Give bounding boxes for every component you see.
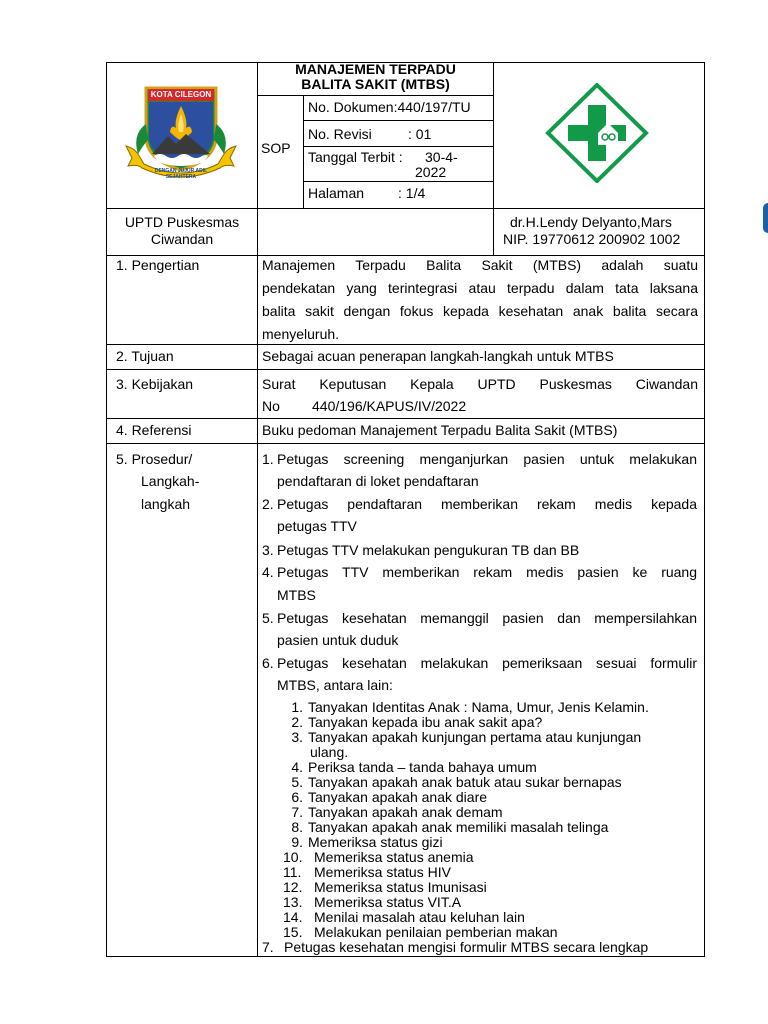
revision-value: : 01 (408, 126, 432, 142)
puskesmas-logo (544, 83, 650, 183)
sub-step-item: 13. Memeriksa status VIT.A (283, 894, 462, 910)
step-text: Petugas TTV memberikan rekam medis pasien ke ruang (277, 564, 697, 580)
step-number: 3. (262, 542, 274, 558)
sub-step-item: 3. Tanyakan apakah kunjungan pertama atau kunjungan (291, 729, 642, 745)
org-name-line2: Ciwandan (150, 231, 214, 247)
step-text-cont: MTBS (277, 587, 316, 603)
step-text-cont: pasien untuk duduk (277, 632, 399, 648)
pengertian-line: pendekatan yang terintegrasi atau terpadu dalam tata laksana (262, 280, 698, 296)
section-label-pengertian: 1. Pengertian (116, 257, 200, 273)
sub-step-item: 5. Tanyakan apakah anak batuk atau sukar bernapas (291, 774, 622, 790)
step-number: 4. (262, 564, 274, 580)
revision-label: No. Revisi (308, 126, 372, 142)
logo-banner-text: KOTA CILEGON (150, 90, 212, 99)
kota-cilegon-logo (124, 84, 238, 184)
section-label-prosedur: 5. Prosedur/ (116, 451, 193, 467)
pengertian-line: menyeluruh. (262, 326, 340, 342)
step-number: 7. (262, 939, 274, 955)
sub-step-item: 9. Memeriksa status gizi (291, 834, 443, 850)
section-label-prosedur-3: langkah (141, 496, 191, 512)
sub-step-item: 4. Periksa tanda – tanda bahaya umum (291, 759, 537, 775)
sop-label: SOP (261, 140, 291, 156)
kebijakan-no: No (262, 398, 280, 414)
step-text: Petugas kesehatan melakukan pemeriksaan sesuai formulir (277, 655, 697, 671)
step-text: Petugas screening menganjurkan pasien untuk melakukan (277, 451, 697, 467)
logo-motto-text: DENGAN JUJUR ADIL SEJAHTERA (154, 168, 208, 180)
sub-step-item: 8. Tanyakan apakah anak memiliki masalah telinga (291, 819, 609, 835)
issued-value-1: 30-4- (425, 149, 458, 165)
sub-step-item: 14. Menilai masalah atau keluhan lain (283, 909, 525, 925)
pengertian-line: Manajemen Terpadu Balita Sakit (MTBS) adalah suatu (262, 257, 698, 273)
puskesmas-cross-icon (544, 83, 650, 183)
kebijakan-line1: Surat Keputusan Kepala UPTD Puskesmas Ciwandan (262, 376, 698, 392)
tujuan-text: Sebagai acuan penerapan langkah-langkah untuk MTBS (262, 348, 614, 364)
step-number: 6. (262, 655, 274, 671)
sub-step-item: 1. Tanyakan Identitas Anak : Nama, Umur, Jenis Kelamin. (291, 699, 649, 715)
step-text: Petugas pendaftaran memberikan rekam medis kepada (277, 496, 697, 512)
section-label-tujuan: 2. Tujuan (116, 348, 174, 364)
page-value: : 1/4 (398, 185, 426, 201)
section-label-prosedur-2: Langkah- (141, 473, 200, 489)
sub-step-list (277, 700, 699, 940)
step-text: Petugas kesehatan mengisi formulir MTBS secara lengkap (284, 939, 649, 955)
document-title-line1: MANAJEMEN TERPADU (295, 61, 456, 77)
issued-label: Tanggal Terbit : (308, 149, 403, 165)
section-label-referensi: 4. Referensi (116, 422, 192, 438)
sub-step-item: 6. Tanyakan apakah anak diare (291, 789, 488, 805)
step-text-cont: pendaftaran di loket pendaftaran (277, 473, 479, 489)
referensi-text: Buku pedoman Manajement Terpadu Balita Sakit (MTBS) (262, 422, 618, 438)
step-number: 2. (262, 496, 274, 512)
section-label-kebijakan: 3. Kebijakan (116, 376, 194, 392)
pengertian-line: balita sakit dengan fokus kepada kesehatan anak balita secara (262, 303, 698, 319)
page-edge-marker (763, 203, 768, 233)
sub-step-item: 7. Tanyakan apakah anak demam (291, 804, 503, 820)
sub-step-item: 2. Tanyakan kepada ibu anak sakit apa? (291, 714, 543, 730)
doc-number: No. Dokumen:440/197/TU (308, 99, 471, 115)
step-number: 5. (262, 610, 274, 626)
sub-step-item: 11. Memeriksa status HIV (283, 864, 451, 880)
issued-value-2: 2022 (415, 164, 447, 180)
step-text-cont: petugas TTV (277, 518, 357, 534)
org-name-line1: UPTD Puskesmas (124, 214, 240, 230)
sub-step-item: 12. Memeriksa status Imunisasi (283, 879, 487, 895)
pengertian-text (262, 254, 698, 346)
kebijakan-number: 440/196/KAPUS/IV/2022 (312, 398, 467, 414)
step-text: Petugas kesehatan memanggil pasien dan mempersilahkan (277, 610, 697, 626)
signer-name: dr.H.Lendy Delyanto,Mars (510, 214, 672, 230)
page-label: Halaman (308, 185, 365, 201)
document-title-line2: BALITA SAKIT (MTBS) (301, 76, 450, 92)
step-number: 1. (262, 451, 274, 467)
step-text: Petugas TTV melakukan pengukuran TB dan BB (277, 542, 580, 558)
sub-step-item: 10. Memeriksa status anemia (283, 849, 474, 865)
signer-nip: NIP. 19770612 200902 1002 (503, 231, 681, 247)
step-text-cont: MTBS, antara lain: (277, 677, 393, 693)
sub-step-item-cont: ulang. (310, 744, 349, 760)
sub-step-item: 15. Melakukan penilaian pemberian makan (283, 924, 558, 940)
